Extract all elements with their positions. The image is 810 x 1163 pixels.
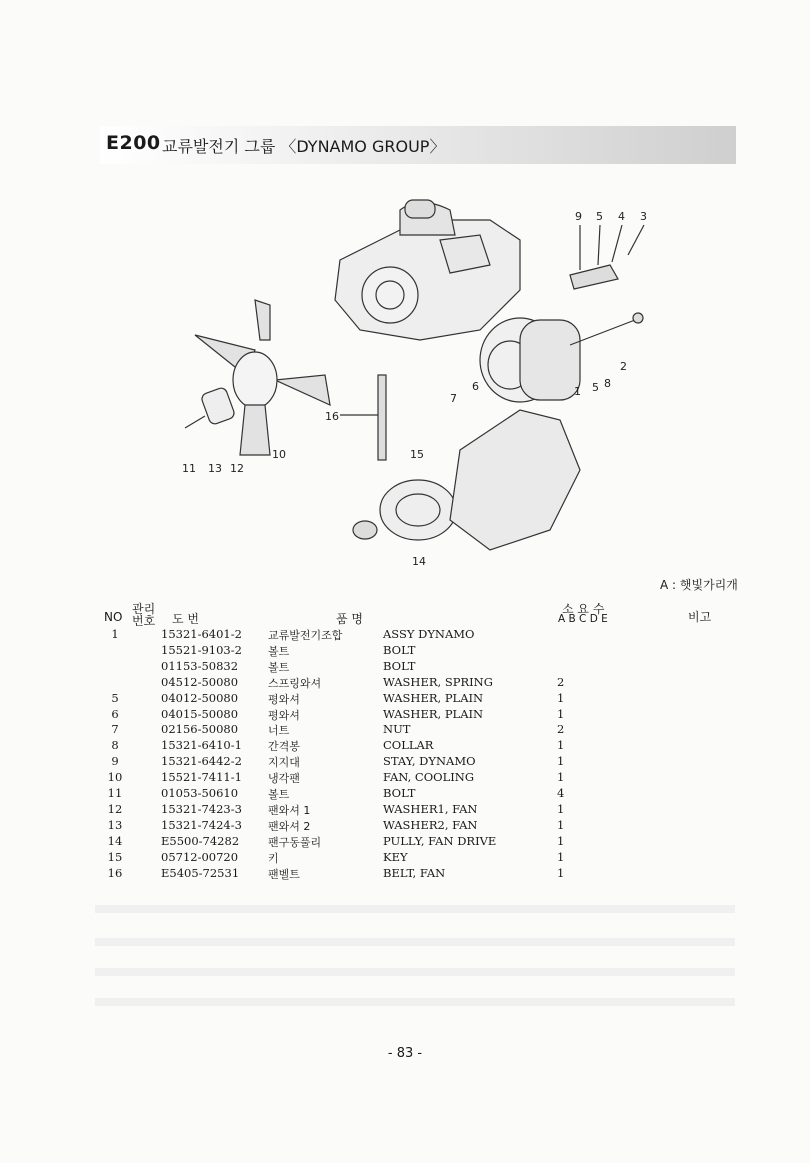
callout-label: 12 [230, 462, 244, 475]
quantity: 1 [557, 817, 565, 832]
table-row [0, 722, 810, 738]
part-number: E5405-72531 [161, 865, 240, 880]
header-no: NO [104, 610, 123, 624]
callout-label: 10 [272, 448, 286, 461]
scan-noise [95, 905, 735, 913]
quantity: 1 [557, 706, 565, 721]
english-name: PULLY, FAN DRIVE [383, 833, 497, 848]
english-name: NUT [383, 722, 411, 737]
part-number: 15521-7411-1 [161, 770, 242, 785]
english-name: WASHER1, FAN [383, 801, 478, 816]
part-number: E5500-74282 [161, 833, 240, 848]
table-row [0, 707, 810, 723]
callout-label: 15 [410, 448, 424, 461]
header-name: 품 명 [336, 612, 363, 626]
korean-name: 평와셔 [268, 708, 300, 722]
korean-name: 볼트 [268, 788, 290, 801]
part-number: 04512-50080 [161, 674, 239, 689]
header-remarks: 비고 [688, 610, 712, 624]
quantity: 2 [557, 674, 565, 689]
english-name: ASSY DYNAMO [383, 627, 475, 641]
part-number: 01053-50610 [161, 786, 239, 800]
english-name: WASHER, SPRING [383, 674, 493, 689]
part-number: 15321-7423-3 [161, 801, 242, 816]
table-row [0, 691, 810, 707]
table-row [0, 627, 810, 643]
table-row [0, 850, 810, 866]
header-qty-cols: A B C D E [558, 613, 608, 625]
row-no: 7 [111, 722, 119, 737]
english-name: BELT, FAN [383, 865, 446, 880]
english-name: FAN, COOLING [383, 770, 475, 785]
callout-label: 1 [574, 385, 581, 398]
callout-label: 9 [575, 210, 582, 223]
scan-noise [95, 938, 735, 946]
row-no: 13 [107, 817, 123, 832]
callout-label: 14 [412, 555, 426, 568]
row-no: 5 [111, 690, 119, 705]
korean-name: 지지대 [268, 756, 300, 770]
scan-noise [95, 998, 735, 1006]
quantity: 1 [557, 833, 565, 848]
table-header [0, 598, 810, 626]
callout-label: 4 [618, 210, 625, 223]
english-name: COLLAR [383, 738, 434, 753]
part-number: 04012-50080 [161, 690, 239, 705]
part-number: 01153-50832 [161, 658, 239, 673]
scan-noise [95, 968, 735, 976]
english-name: WASHER2, FAN [383, 817, 478, 832]
korean-name: 간격봉 [268, 740, 300, 754]
table-row [0, 675, 810, 691]
page-number: - 83 - [387, 1046, 423, 1061]
part-number: 15321-6410-1 [161, 738, 242, 753]
korean-name: 볼트 [268, 644, 290, 658]
korean-name: 너트 [268, 724, 290, 738]
row-no: 1 [111, 627, 119, 641]
row-no: 15 [107, 849, 123, 864]
english-name: WASHER, PLAIN [383, 690, 484, 705]
callout-label: 5 [596, 210, 603, 223]
english-name: STAY, DYNAMO [383, 754, 476, 769]
header-mgmt-bottom: 번호 [132, 614, 156, 628]
row-no: 6 [111, 706, 119, 721]
english-name: WASHER, PLAIN [383, 706, 484, 721]
korean-name: 팬와셔 1 [268, 803, 311, 817]
callout-label: 11 [182, 462, 196, 475]
korean-name: 팬벨트 [268, 867, 300, 881]
korean-name: 교류발전기조합 [268, 629, 343, 642]
table-row [0, 659, 810, 675]
section-title: 교류발전기 그룹 〈DYNAMO GROUP〉 [162, 137, 446, 156]
english-name: BOLT [383, 642, 416, 657]
part-number: 04015-50080 [161, 706, 239, 721]
quantity: 4 [557, 786, 565, 800]
row-no: 14 [107, 833, 123, 848]
korean-name: 키 [268, 851, 279, 865]
callout-label: 2 [620, 360, 627, 373]
header-qty: 소 요 수 [562, 602, 605, 616]
table-row [0, 818, 810, 834]
callout-label: 3 [640, 210, 647, 223]
korean-name: 평와셔 [268, 692, 300, 706]
table-row [0, 866, 810, 882]
section-code: E200 [106, 132, 161, 154]
header-drawing: 도 번 [172, 612, 199, 626]
row-no: 16 [107, 865, 123, 880]
row-no: 8 [111, 738, 119, 753]
row-no: 11 [107, 786, 123, 800]
korean-name: 팬구동풀리 [268, 835, 322, 849]
callout-label: 5 [592, 381, 599, 394]
part-number: 15321-6401-2 [161, 627, 242, 641]
row-no: 10 [107, 770, 123, 785]
quantity: 2 [557, 722, 565, 737]
part-number: 15321-6442-2 [161, 754, 242, 769]
quantity: 1 [557, 690, 565, 705]
korean-name: 냉각팬 [268, 772, 300, 786]
quantity: 1 [557, 754, 565, 769]
table-row [0, 754, 810, 770]
legend-note: A : 햇빛가리개 [660, 578, 738, 592]
callout-label: 13 [208, 462, 222, 475]
part-number: 15321-7424-3 [161, 817, 242, 832]
callout-label: 7 [450, 392, 457, 405]
table-row [0, 802, 810, 818]
table-row [0, 770, 810, 786]
row-no: 12 [107, 801, 123, 816]
callout-label: 8 [604, 377, 611, 390]
quantity: 1 [557, 801, 565, 816]
callout-label: 6 [472, 380, 479, 393]
english-name: BOLT [383, 786, 416, 800]
english-name: BOLT [383, 658, 416, 673]
table-row [0, 786, 810, 802]
korean-name: 볼트 [268, 660, 290, 674]
table-row [0, 834, 810, 850]
english-name: KEY [383, 849, 408, 864]
quantity: 1 [557, 865, 565, 880]
table-row [0, 738, 810, 754]
row-no: 9 [111, 754, 119, 769]
exploded-diagram [160, 180, 760, 580]
korean-name: 팬와셔 2 [268, 819, 311, 833]
quantity: 1 [557, 849, 565, 864]
header-mgmt-top: 관리 [132, 602, 156, 616]
part-number: 15521-9103-2 [161, 642, 242, 657]
korean-name: 스프링와셔 [268, 676, 322, 690]
part-number: 05712-00720 [161, 849, 239, 864]
part-number: 02156-50080 [161, 722, 239, 737]
quantity: 1 [557, 738, 565, 753]
quantity: 1 [557, 770, 565, 785]
table-row [0, 643, 810, 659]
callout-label: 16 [325, 410, 339, 423]
